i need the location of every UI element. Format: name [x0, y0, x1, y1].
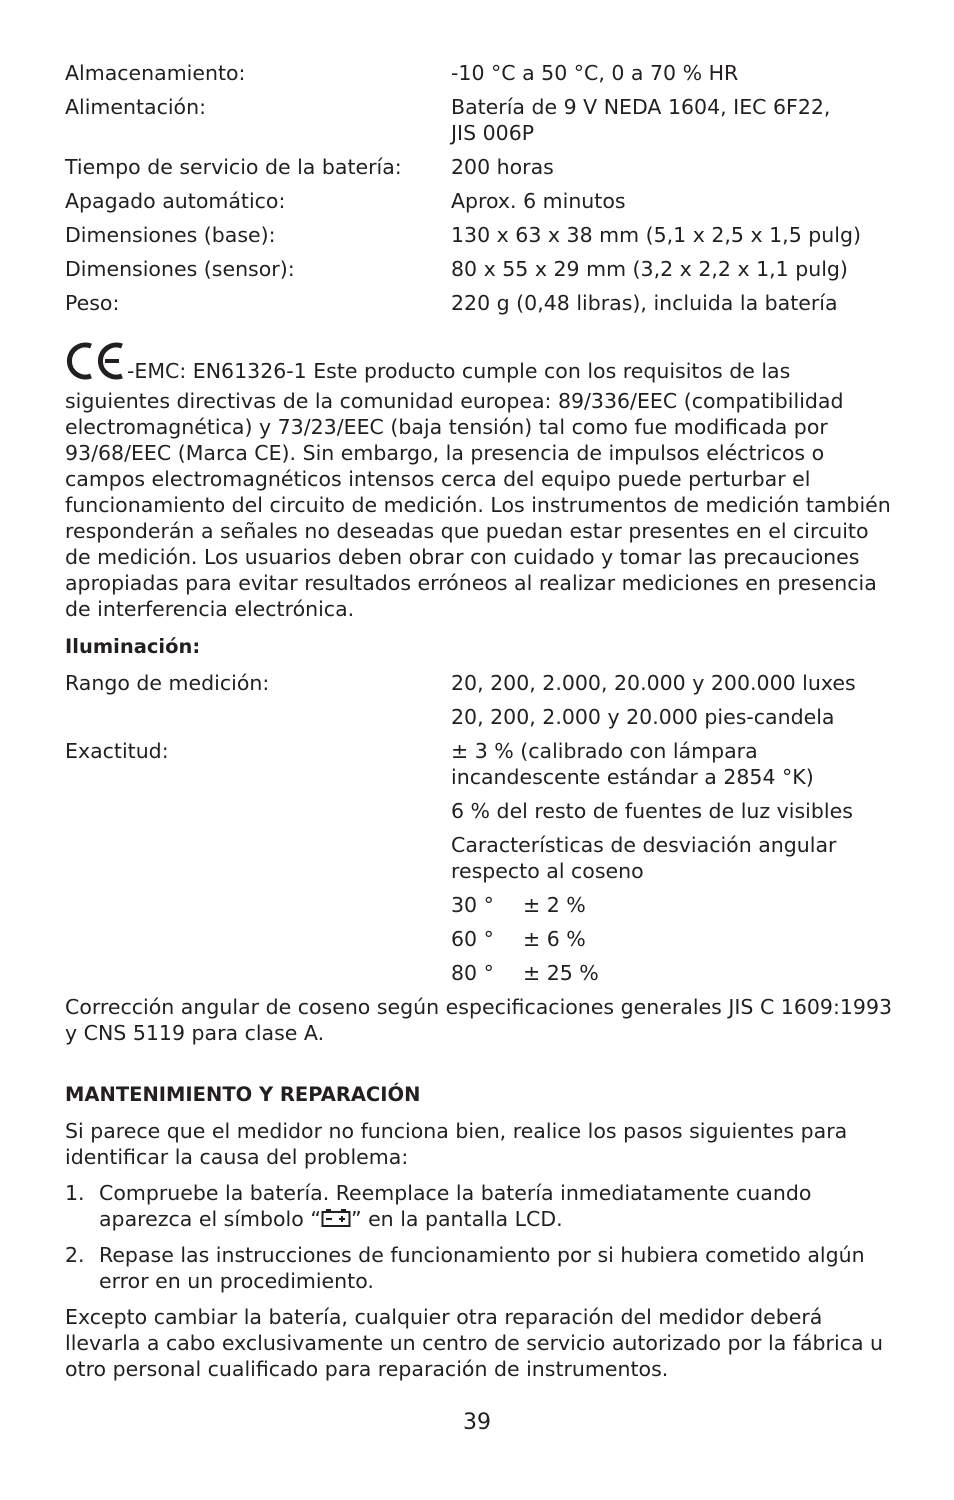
accuracy-label: Exactitud: — [65, 739, 169, 763]
illumination-heading: Iluminación: — [65, 635, 201, 658]
manual-page — [65, 60, 895, 1382]
accuracy-value: Características de desviación angular respecto al coseno — [451, 833, 837, 883]
range-label: Rango de medición: — [65, 671, 270, 695]
ce-mark-icon — [65, 340, 125, 388]
spec-value — [451, 94, 895, 146]
accuracy-row-3 — [65, 832, 895, 884]
spec-row-dimensions-sensor — [65, 256, 895, 282]
spec-value-line: Batería de 9 V NEDA 1604, IEC 6F22, — [451, 95, 831, 119]
maintenance-steps — [65, 1180, 895, 1294]
list-item — [65, 1180, 895, 1234]
angle-row — [65, 926, 895, 952]
angle-deviation: ± 25 % — [523, 961, 599, 985]
spec-table — [65, 60, 895, 316]
angle-deviation: ± 2 % — [523, 893, 586, 917]
spec-row-auto-off — [65, 188, 895, 214]
list-item — [65, 1242, 895, 1294]
angle-row — [65, 960, 895, 986]
accuracy-value: ± 3 % (calibrado con lámpara incandescente estándar a 2854 °K) — [451, 739, 814, 789]
illumination-range-row — [65, 670, 895, 696]
spec-value: 80 x 55 x 29 mm (3,2 x 2,2 x 1,1 pulg) — [451, 257, 848, 281]
maintenance-closing: Excepto cambiar la batería, cualquier otra reparación del medidor deberá llevarla a cabo exclusivamente un centro de servicio autorizado por la fábrica u otro personal cualificado para reparación de instrumentos. — [65, 1305, 884, 1381]
spec-row-battery-life — [65, 154, 895, 180]
list-number: 1. — [65, 1181, 85, 1205]
spec-label: Dimensiones (base): — [65, 223, 276, 247]
page-number: 39 — [463, 1410, 491, 1435]
range-value: 20, 200, 2.000 y 20.000 pies-candela — [451, 705, 835, 729]
spec-label: Almacenamiento: — [65, 61, 246, 85]
spec-label: Peso: — [65, 291, 120, 315]
accuracy-row-2 — [65, 798, 895, 824]
list-text: Repase las instrucciones de funcionamiento por si hubiera cometido algún error en un procedimiento. — [99, 1243, 865, 1293]
spec-value: Aprox. 6 minutos — [451, 189, 626, 213]
list-text: Compruebe la batería. Reemplace la batería inmediatamente cuando aparezca el símbolo “ — [99, 1181, 812, 1231]
maintenance-heading: MANTENIMIENTO Y REPARACIÓN — [65, 1083, 421, 1106]
angle-deviation: ± 6 % — [523, 927, 586, 951]
spec-value: 200 horas — [451, 155, 554, 179]
spec-label: Apagado automático: — [65, 189, 286, 213]
spec-value: 220 g (0,48 libras), incluida la batería — [451, 291, 838, 315]
spec-row-power — [65, 94, 895, 146]
angle-row — [65, 892, 895, 918]
ce-compliance-text: -EMC: EN61326-1 Este producto cumple con los requisitos de las siguientes directivas de la comunidad europea: 89/336/EEC (compatibilidad electromagnética) y 73/23/EEC (baja tensión) tal como fue modificada por 93/68/EEC (Marca CE). Sin embargo, la presencia de impulsos eléctricos o campos electromagnéticos intensos cerca del equipo puede perturbar el funcionamiento del circuito de medición. Los instrumentos de medición también responderán a señales no deseadas que puedan estar presentes en el circuito de medición. Los usuarios deben obrar con cuidado y tomar las precauciones apropiadas para evitar resultados erróneos al realizar mediciones en presencia de interferencia electrónica. — [65, 359, 891, 621]
range-value: 20, 200, 2.000, 20.000 y 200.000 luxes — [451, 671, 856, 695]
illumination-range-row-2 — [65, 704, 895, 730]
accuracy-value: 6 % del resto de fuentes de luz visibles — [451, 799, 853, 823]
spec-label: Tiempo de servicio de la batería: — [65, 155, 402, 179]
list-text: ” en la pantalla LCD. — [350, 1207, 563, 1231]
spec-label: Alimentación: — [65, 95, 206, 119]
angle-degrees: 80 ° — [451, 961, 494, 985]
maintenance-intro: Si parece que el medidor no funciona bien, realice los pasos siguientes para identificar la causa del problema: — [65, 1119, 848, 1169]
spec-value: 130 x 63 x 38 mm (5,1 x 2,5 x 1,5 pulg) — [451, 223, 861, 247]
spec-value: -10 °C a 50 °C, 0 a 70 % HR — [451, 61, 739, 85]
angle-degrees: 30 ° — [451, 893, 494, 917]
spec-label: Dimensiones (sensor): — [65, 257, 295, 281]
spec-value-line: JIS 006P — [451, 121, 535, 145]
spec-row-dimensions-base — [65, 222, 895, 248]
accuracy-row — [65, 738, 895, 790]
cosine-correction-note: Corrección angular de coseno según especificaciones generales JIS C 1609:1993 y CNS 5119 para clase A. — [65, 995, 893, 1045]
battery-icon — [321, 1208, 351, 1234]
ce-compliance-paragraph — [65, 340, 895, 622]
spec-row-weight — [65, 290, 895, 316]
angle-degrees: 60 ° — [451, 927, 494, 951]
spec-row-storage — [65, 60, 895, 86]
list-number: 2. — [65, 1243, 85, 1267]
